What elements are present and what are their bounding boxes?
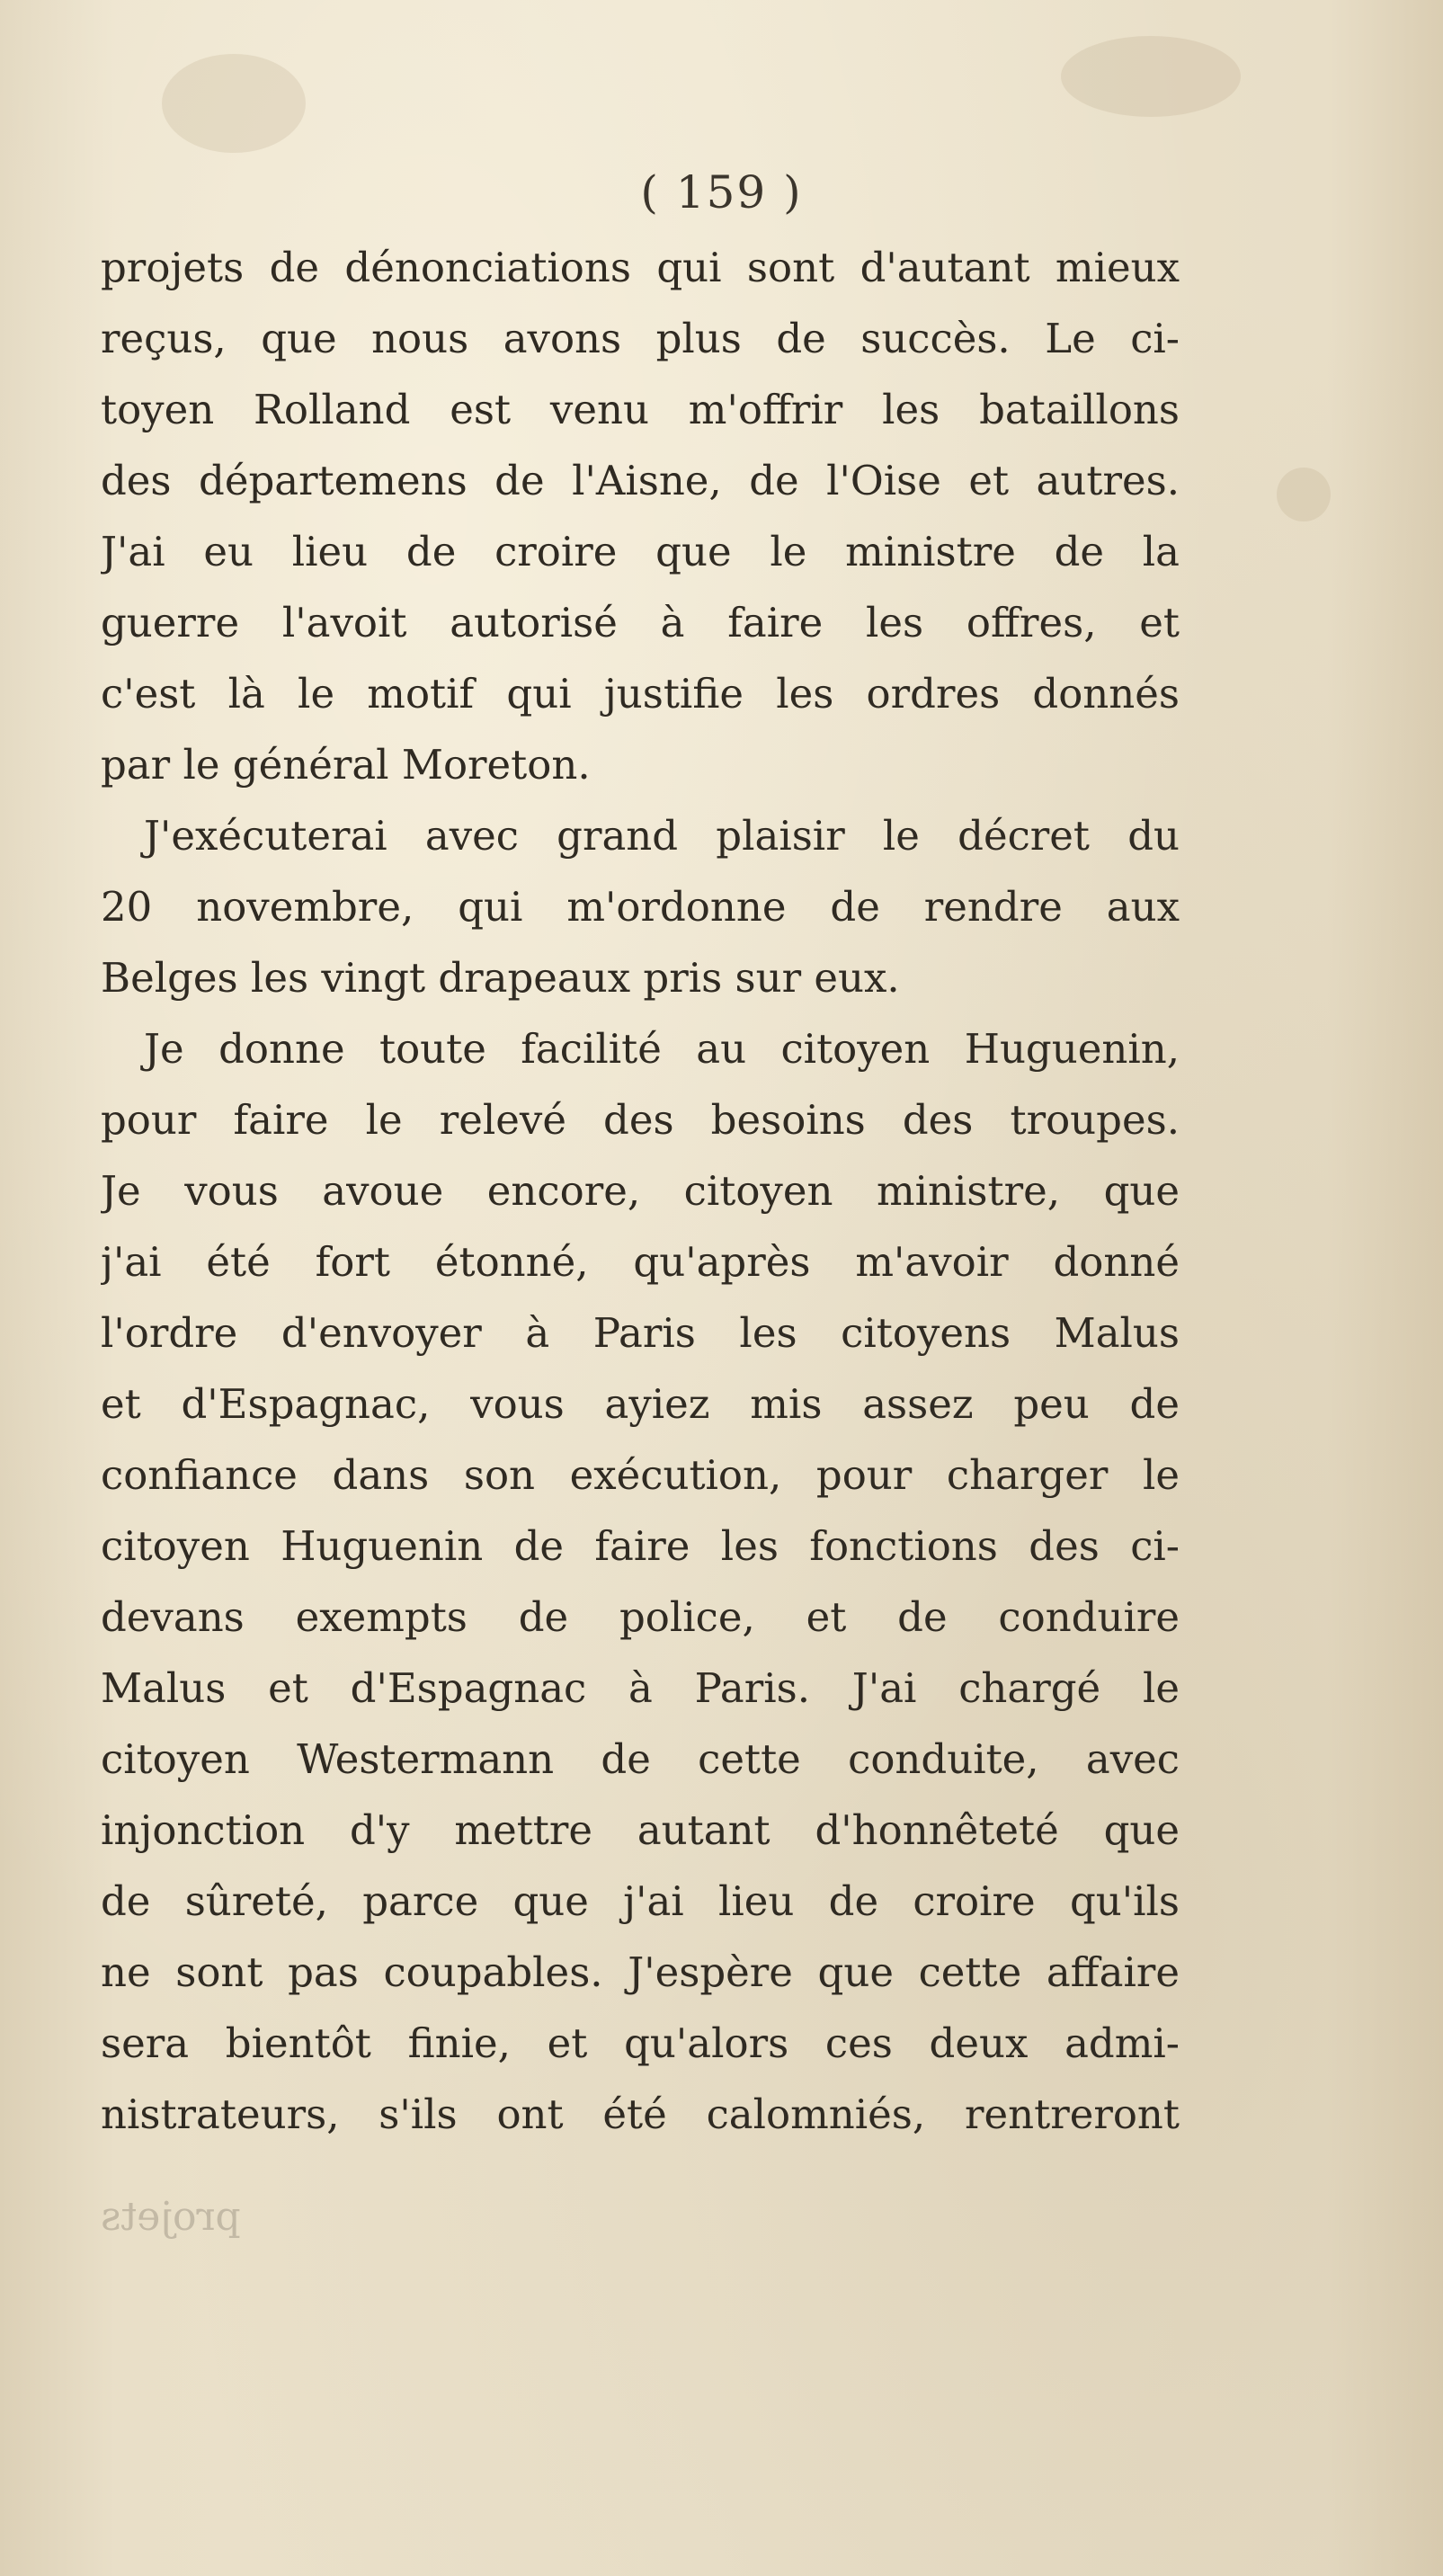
text-line: par le général Moreton.: [101, 741, 591, 789]
text-line: ne sont pas coupables. J'espère que cette affaire: [101, 1948, 1180, 1996]
text-line: 20 novembre, qui m'ordonne de rendre aux: [101, 883, 1180, 931]
text-line: des départemens de l'Aisne, de l'Oise et autres.: [101, 457, 1180, 504]
text-line: Malus et d'Espagnac à Paris. J'ai chargé le: [101, 1664, 1180, 1712]
text-line: citoyen Huguenin de faire les fonctions des ci-: [101, 1522, 1180, 1570]
text-line: c'est là le motif qui justifie les ordres donnés: [101, 670, 1180, 718]
paper-stain: [1061, 36, 1241, 117]
text-line: pour faire le relevé des besoins des troupes.: [101, 1096, 1180, 1144]
text-line: Belges les vingt drapeaux pris sur eux.: [101, 954, 900, 1002]
text-line: toyen Rolland est venu m'offrir les bataillons: [101, 386, 1180, 433]
text-line: projets de dénonciations qui sont d'autant mieux: [101, 244, 1180, 291]
text-line: J'exécuterai avec grand plaisir le décret du: [144, 812, 1180, 860]
paper-stain: [1277, 468, 1331, 521]
text-line: sera bientôt finie, et qu'alors ces deux admi-: [101, 2019, 1180, 2067]
body-text: [101, 232, 1180, 2150]
text-line: citoyen Westermann de cette conduite, avec: [101, 1735, 1180, 1783]
text-line: j'ai été fort étonné, qu'après m'avoir donné: [101, 1238, 1180, 1286]
text-line: reçus, que nous avons plus de succès. Le ci-: [101, 315, 1180, 362]
text-line: J'ai eu lieu de croire que le ministre de la: [101, 528, 1180, 575]
text-line: Je donne toute facilité au citoyen Huguenin,: [144, 1025, 1180, 1073]
text-line: l'ordre d'envoyer à Paris les citoyens Malus: [101, 1309, 1180, 1357]
bleed-through-text: projets: [101, 2194, 241, 2240]
paper-stain: [162, 54, 306, 153]
page-number: ( 159 ): [640, 166, 803, 218]
text-line: Je vous avoue encore, citoyen ministre, que: [101, 1167, 1180, 1215]
text-line: confiance dans son exécution, pour charger le: [101, 1451, 1180, 1499]
text-line: guerre l'avoit autorisé à faire les offres, et: [101, 599, 1180, 646]
text-line: de sûreté, parce que j'ai lieu de croire qu'ils: [101, 1877, 1180, 1925]
text-line: et d'Espagnac, vous ayiez mis assez peu de: [101, 1380, 1180, 1428]
text-line: nistrateurs, s'ils ont été calomniés, rentreront: [101, 2090, 1180, 2138]
text-line: devans exempts de police, et de conduire: [101, 1593, 1180, 1641]
text-line: injonction d'y mettre autant d'honnêteté que: [101, 1806, 1180, 1854]
